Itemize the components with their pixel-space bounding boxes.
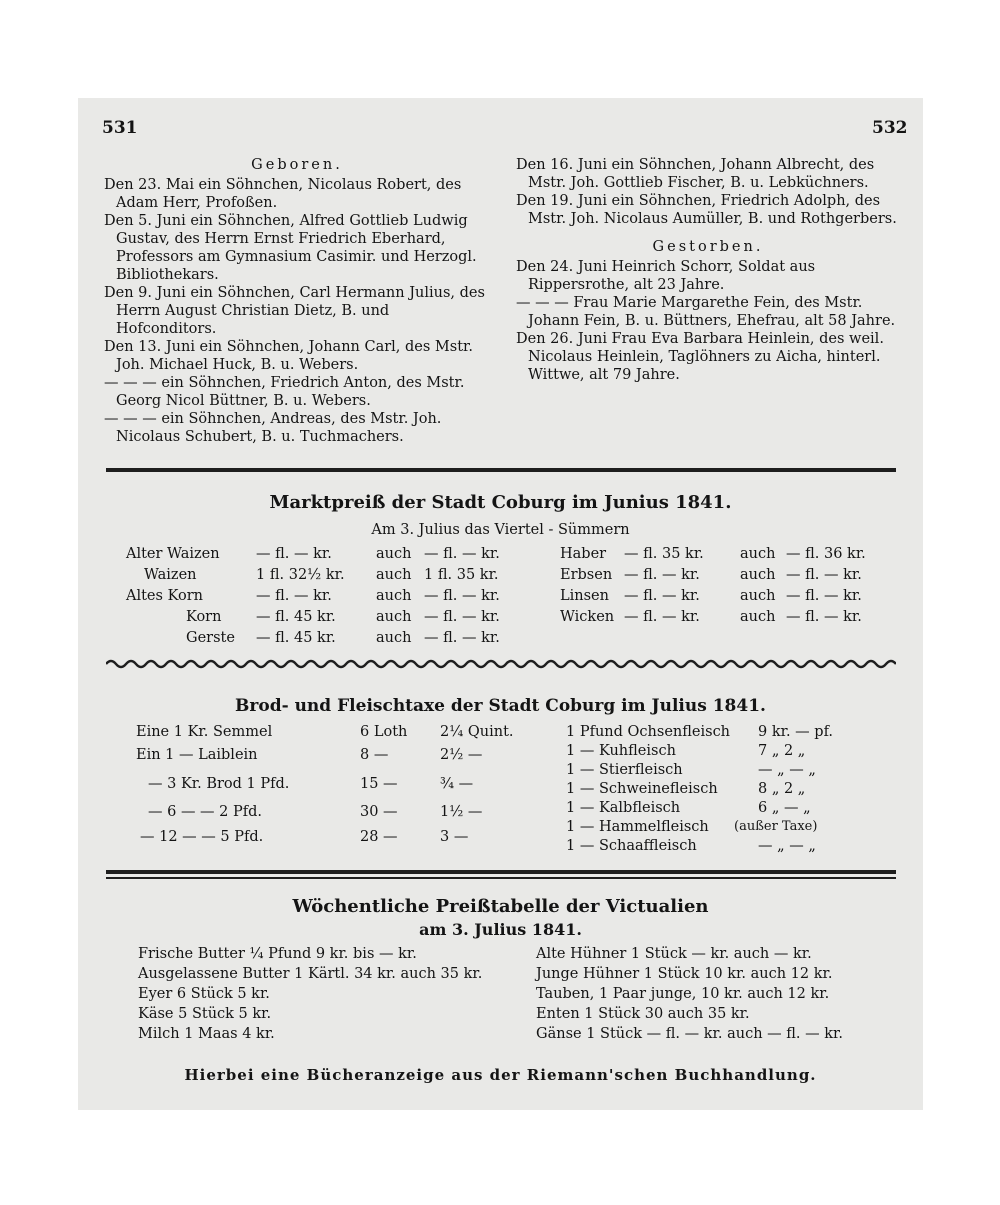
section-rule: [106, 870, 896, 874]
price-low: — fl. — kr.: [624, 588, 700, 604]
price-low: — fl. — kr.: [256, 546, 332, 562]
meat-item: 1 — Schaaffleisch: [566, 838, 697, 854]
price-low: — fl. — kr.: [256, 588, 332, 604]
meat-price: 7 „ 2 „: [758, 743, 806, 759]
meat-price: 9 kr. — pf.: [758, 724, 834, 740]
bread-weight-loth: 15 —: [360, 776, 398, 792]
victual-item: Alte Hühner 1 Stück — kr. auch — kr.: [536, 946, 812, 962]
victual-item: Gänse 1 Stück — fl. — kr. auch — fl. — kr.: [536, 1026, 843, 1042]
birth-entry: — — — ein Söhnchen, Friedrich Anton, des Mstr. Georg Nicol Büttner, B. u. Webers.: [104, 375, 465, 409]
price-auch: auch: [740, 609, 776, 625]
meat-item: 1 — Schweinefleisch: [566, 781, 718, 797]
victual-item: Junge Hühner 1 Stück 10 kr. auch 12 kr.: [536, 966, 833, 982]
bread-item: — 3 Kr. Brod 1 Pfd.: [148, 776, 290, 792]
bread-item: — 12 — — 5 Pfd.: [140, 829, 264, 845]
bread-weight-loth: 6 Loth: [360, 724, 408, 740]
price-high: — fl. — kr.: [424, 609, 500, 625]
meat-price: (außer Taxe): [734, 819, 818, 834]
newspaper-page: [78, 98, 923, 1110]
meat-item: 1 — Hammelfleisch: [566, 819, 709, 835]
meat-price: 8 „ 2 „: [758, 781, 806, 797]
price-auch: auch: [740, 567, 776, 583]
price-high: — fl. — kr.: [424, 546, 500, 562]
birth-entry: Den 13. Juni ein Söhnchen, Johann Carl, des Mstr. Joh. Michael Huck, B. u. Webers.: [104, 339, 473, 373]
grain-name: Gerste: [186, 630, 235, 646]
market-title: Marktpreiß der Stadt Coburg im Junius 1841.: [269, 492, 732, 513]
price-high: — fl. — kr.: [424, 630, 500, 646]
price-high: — fl. — kr.: [786, 588, 862, 604]
grain-name: Haber: [560, 546, 607, 562]
price-auch: auch: [376, 567, 412, 583]
bread-weight-quint: 1½ —: [440, 804, 483, 820]
bread-item: Ein 1 — Laiblein: [136, 747, 258, 763]
bread-weight-loth: 30 —: [360, 804, 398, 820]
births-heading: Geboren.: [251, 157, 343, 173]
victual-item: Milch 1 Maas 4 kr.: [138, 1026, 275, 1042]
death-entry: — — — Frau Marie Margarethe Fein, des Mstr. Johann Fein, B. u. Büttners, Ehefrau, alt 58 Jahre.: [516, 295, 896, 329]
grain-name: Waizen: [144, 567, 197, 583]
price-auch: auch: [376, 546, 412, 562]
bread-item: — 6 — — 2 Pfd.: [148, 804, 263, 820]
grain-name: Korn: [186, 609, 222, 625]
price-auch: auch: [376, 630, 412, 646]
price-low: 1 fl. 32½ kr.: [256, 567, 345, 583]
grain-name: Altes Korn: [126, 588, 204, 604]
birth-entry: Den 5. Juni ein Söhnchen, Alfred Gottlieb Ludwig Gustav, des Herrn Ernst Friedrich Eberhard, Professors am Gymnasium Casimir. und Herzogl. Bibliothekars.: [104, 213, 477, 283]
grain-name: Linsen: [560, 588, 609, 604]
price-low: — fl. 45 kr.: [256, 609, 336, 625]
bread-item: Eine 1 Kr. Semmel: [136, 724, 273, 740]
price-high: — fl. 36 kr.: [786, 546, 866, 562]
deaths-heading: Gestorben.: [652, 239, 764, 255]
birth-entry: Den 23. Mai ein Söhnchen, Nicolaus Robert, des Adam Herr, Profoßen.: [104, 177, 462, 211]
birth-entry: Den 16. Juni ein Söhnchen, Johann Albrecht, des Mstr. Joh. Gottlieb Fischer, B. u. Lebküchners.: [516, 157, 875, 191]
price-low: — fl. — kr.: [624, 609, 700, 625]
price-high: — fl. — kr.: [786, 567, 862, 583]
price-auch: auch: [740, 546, 776, 562]
death-entry: Den 26. Juni Frau Eva Barbara Heinlein, des weil. Nicolaus Heinlein, Taglöhners zu Aicha, hinterl. Wittwe, alt 79 Jahre.: [516, 331, 884, 383]
victual-item: Eyer 6 Stück 5 kr.: [138, 986, 270, 1002]
meat-item: 1 — Kuhfleisch: [566, 743, 676, 759]
victuals-subtitle: am 3. Julius 1841.: [419, 920, 582, 939]
bread-weight-loth: 28 —: [360, 829, 398, 845]
page-number-right: 532: [872, 118, 908, 138]
victual-item: Enten 1 Stück 30 auch 35 kr.: [536, 1006, 750, 1022]
bread-weight-quint: ¾ —: [440, 776, 474, 792]
bread-weight-loth: 8 —: [360, 747, 389, 763]
births-deaths-column: [516, 156, 900, 384]
price-low: — fl. 45 kr.: [256, 630, 336, 646]
price-high: — fl. — kr.: [424, 588, 500, 604]
section-rule: [106, 468, 896, 472]
victual-item: Tauben, 1 Paar junge, 10 kr. auch 12 kr.: [536, 986, 830, 1002]
birth-entry: Den 9. Juni ein Söhnchen, Carl Hermann Julius, des Herrn August Christian Dietz, B. und Hofconditors.: [104, 285, 485, 337]
price-low: — fl. — kr.: [624, 567, 700, 583]
birth-entry: Den 19. Juni ein Söhnchen, Friedrich Adolph, des Mstr. Joh. Nicolaus Aumüller, B. und Rothgerbers.: [516, 193, 897, 227]
bread-weight-quint: 2½ —: [440, 747, 483, 763]
section-rule-thin: [106, 877, 896, 879]
bread-weight-quint: 2¼ Quint.: [440, 724, 514, 740]
meat-item: 1 — Kalbfleisch: [566, 800, 681, 816]
market-subtitle: Am 3. Julius das Viertel - Sümmern: [371, 522, 630, 538]
births-column: [104, 156, 490, 446]
death-entry: Den 24. Juni Heinrich Schorr, Soldat aus Rippersrothe, alt 23 Jahre.: [516, 259, 816, 293]
grain-name: Alter Waizen: [126, 546, 220, 562]
victuals-title: Wöchentliche Preißtabelle der Victualien: [292, 896, 709, 917]
footer-notice: Hierbei eine Bücheranzeige aus der Riemann'schen Buchhandlung.: [184, 1066, 817, 1084]
meat-price: — „ — „: [758, 762, 816, 778]
meat-item: 1 Pfund Ochsenfleisch: [566, 724, 731, 740]
grain-name: Erbsen: [560, 567, 613, 583]
meat-price: — „ — „: [758, 838, 816, 854]
price-high: — fl. — kr.: [786, 609, 862, 625]
price-low: — fl. 35 kr.: [624, 546, 704, 562]
victual-item: Frische Butter ¼ Pfund 9 kr. bis — kr.: [138, 946, 417, 962]
price-auch: auch: [376, 609, 412, 625]
birth-entry: — — — ein Söhnchen, Andreas, des Mstr. Joh. Nicolaus Schubert, B. u. Tuchmachers.: [104, 411, 442, 445]
wavy-rule: [106, 658, 896, 670]
page-number-left: 531: [102, 118, 138, 138]
grain-name: Wicken: [560, 609, 615, 625]
meat-price: 6 „ — „: [758, 800, 811, 816]
price-high: 1 fl. 35 kr.: [424, 567, 499, 583]
bread-weight-quint: 3 —: [440, 829, 469, 845]
meat-item: 1 — Stierfleisch: [566, 762, 683, 778]
price-auch: auch: [740, 588, 776, 604]
price-auch: auch: [376, 588, 412, 604]
victual-item: Käse 5 Stück 5 kr.: [138, 1006, 272, 1022]
bread-meat-title: Brod- und Fleischtaxe der Stadt Coburg im Julius 1841.: [235, 696, 766, 716]
victual-item: Ausgelassene Butter 1 Kärtl. 34 kr. auch 35 kr.: [138, 966, 483, 982]
